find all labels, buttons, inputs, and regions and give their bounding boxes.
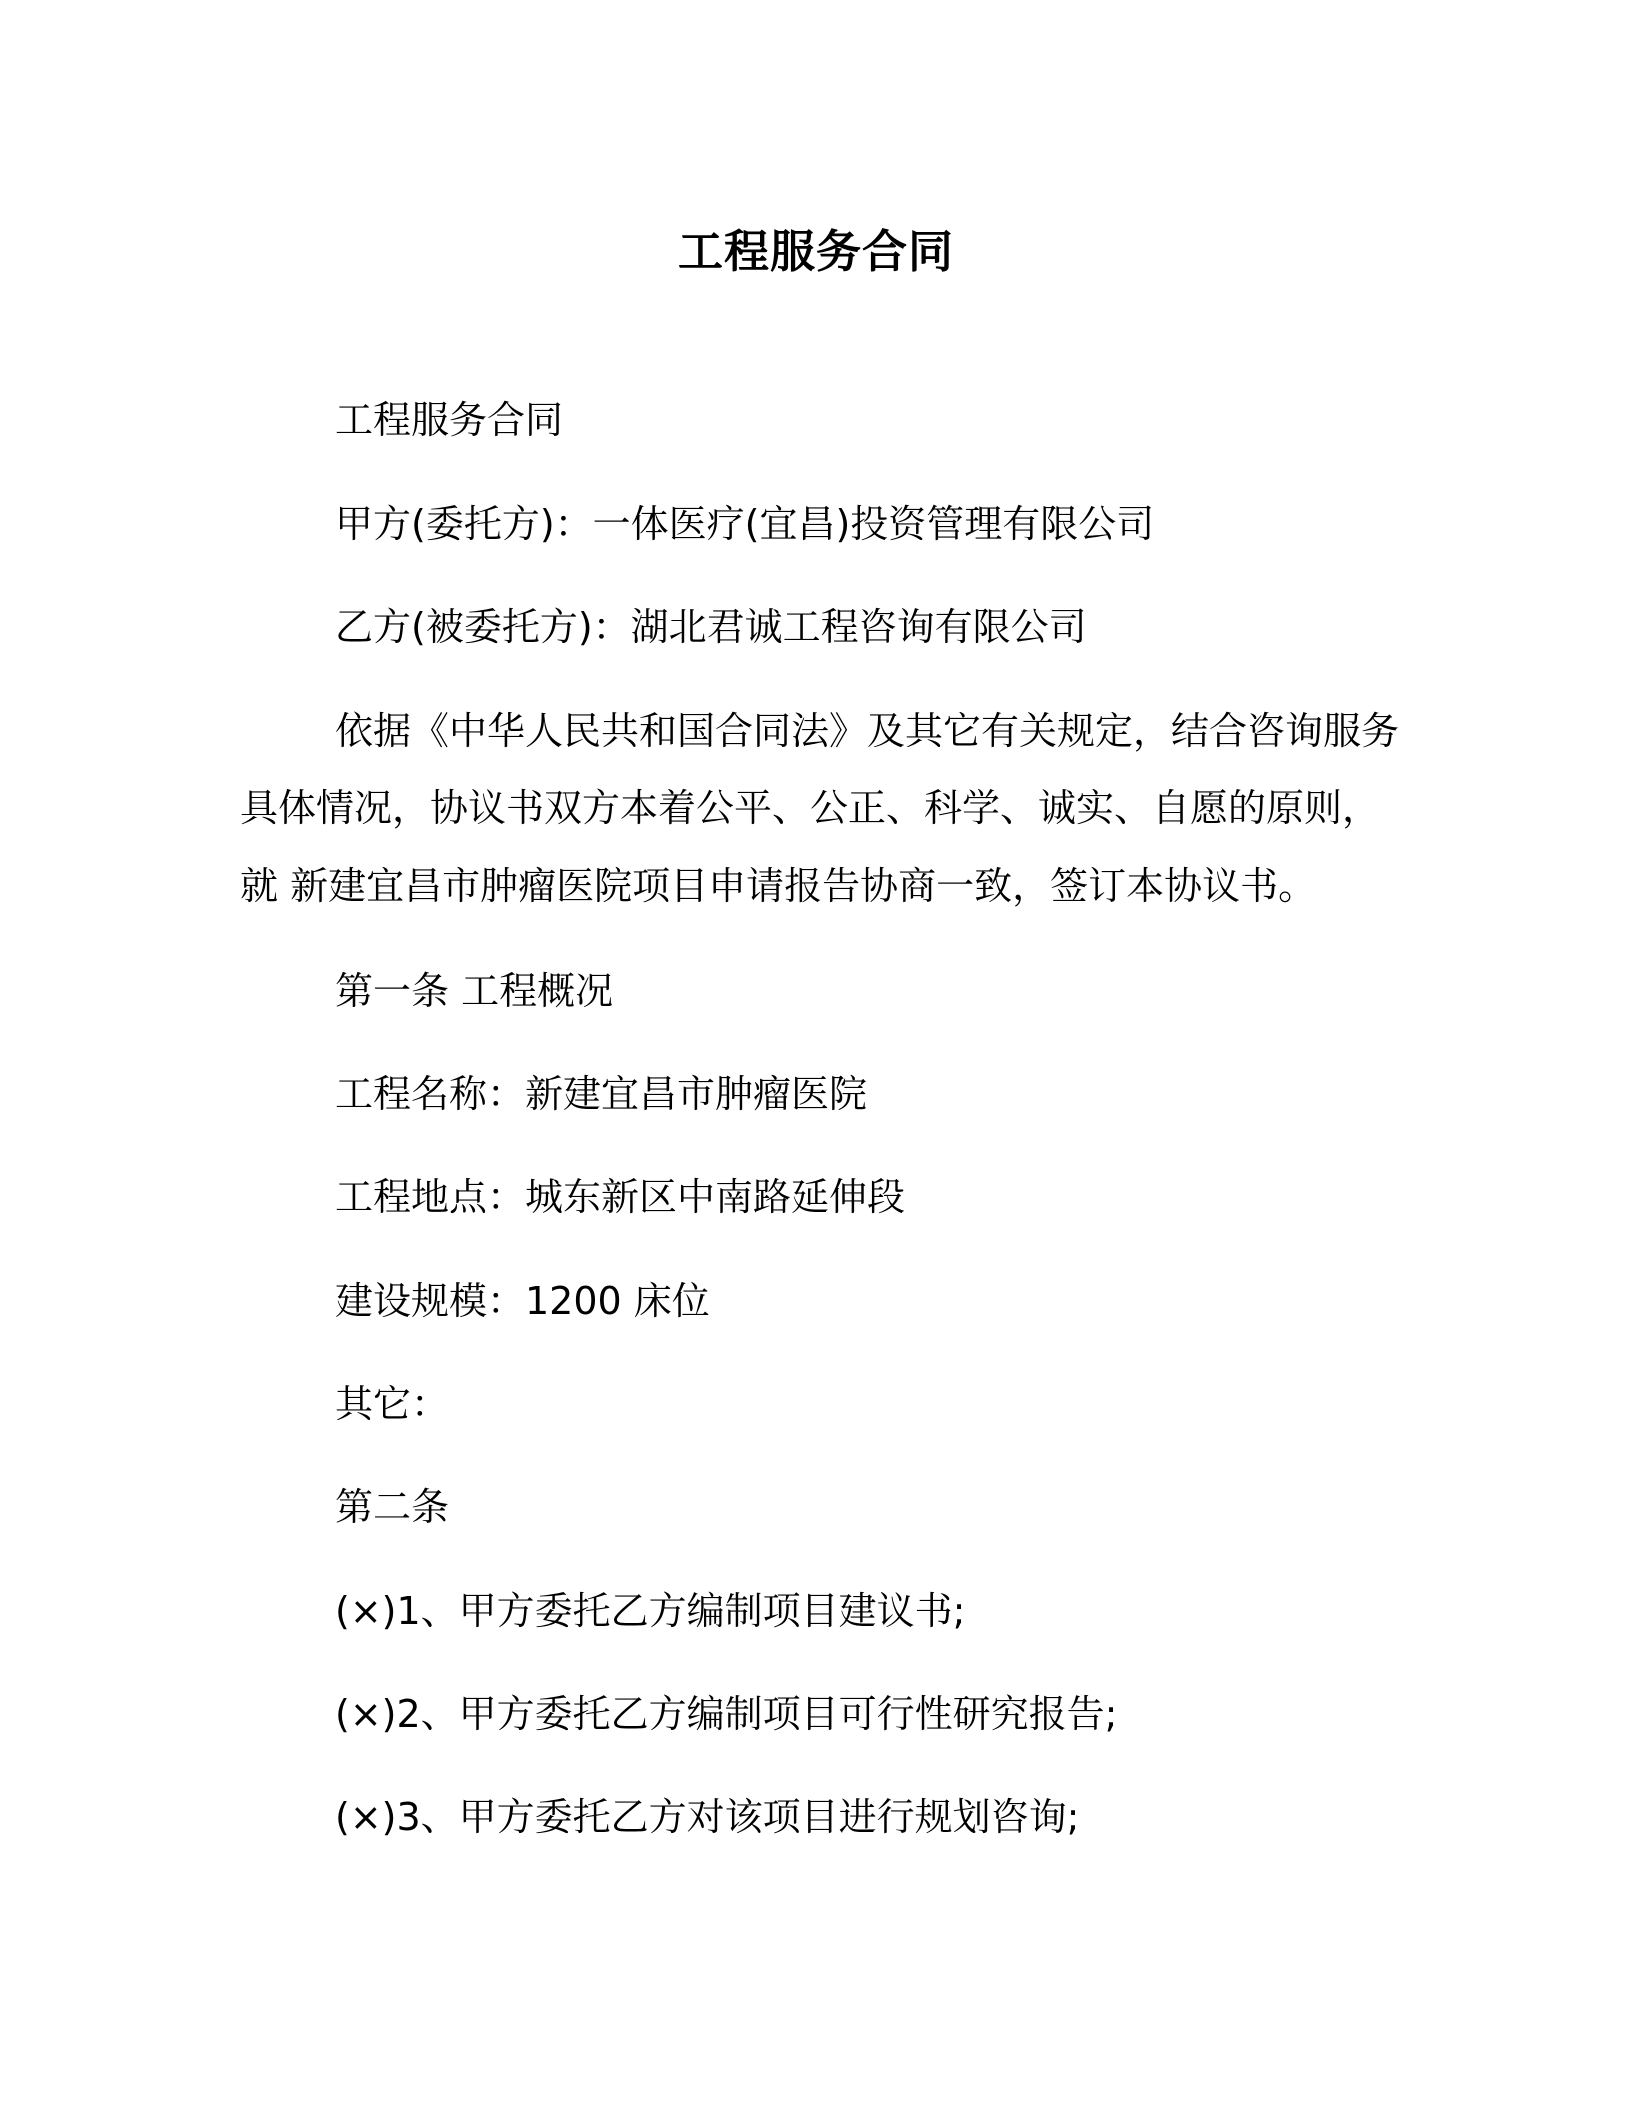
- party-a-line: 甲方(委托方)：一体医疗(宜昌)投资管理有限公司: [335, 502, 1155, 546]
- article-2-item-1: (×)1、甲方委托乙方编制项目建议书;: [335, 1589, 966, 1633]
- article-1-heading: 第一条 工程概况: [335, 969, 614, 1013]
- article-2-item-2: (×)2、甲方委托乙方编制项目可行性研究报告;: [335, 1692, 1118, 1736]
- document-title: 工程服务合同: [677, 225, 954, 278]
- project-other-line: 其它：: [335, 1382, 450, 1426]
- project-scale-line: 建设规模：1200 床位: [335, 1279, 710, 1323]
- preamble-line-2: 具体情况，协议书双方本着公平、公正、科学、诚实、自愿的原则，: [240, 786, 1381, 830]
- article-2-heading: 第二条: [335, 1485, 450, 1529]
- project-location-line: 工程地点：城东新区中南路延伸段: [335, 1175, 906, 1219]
- preamble-line-3: 就 新建宜昌市肿瘤医院项目申请报告协商一致，签订本协议书。: [240, 864, 1317, 908]
- project-name-line: 工程名称：新建宜昌市肿瘤医院: [335, 1072, 868, 1116]
- party-b-line: 乙方(被委托方)：湖北君诚工程咨询有限公司: [335, 605, 1087, 649]
- article-2-item-3: (×)3、甲方委托乙方对该项目进行规划咨询;: [335, 1795, 1080, 1839]
- document-subtitle: 工程服务合同: [335, 398, 564, 442]
- preamble-line-1: 依据《中华人民共和国合同法》及其它有关规定，结合咨询服务: [335, 709, 1400, 753]
